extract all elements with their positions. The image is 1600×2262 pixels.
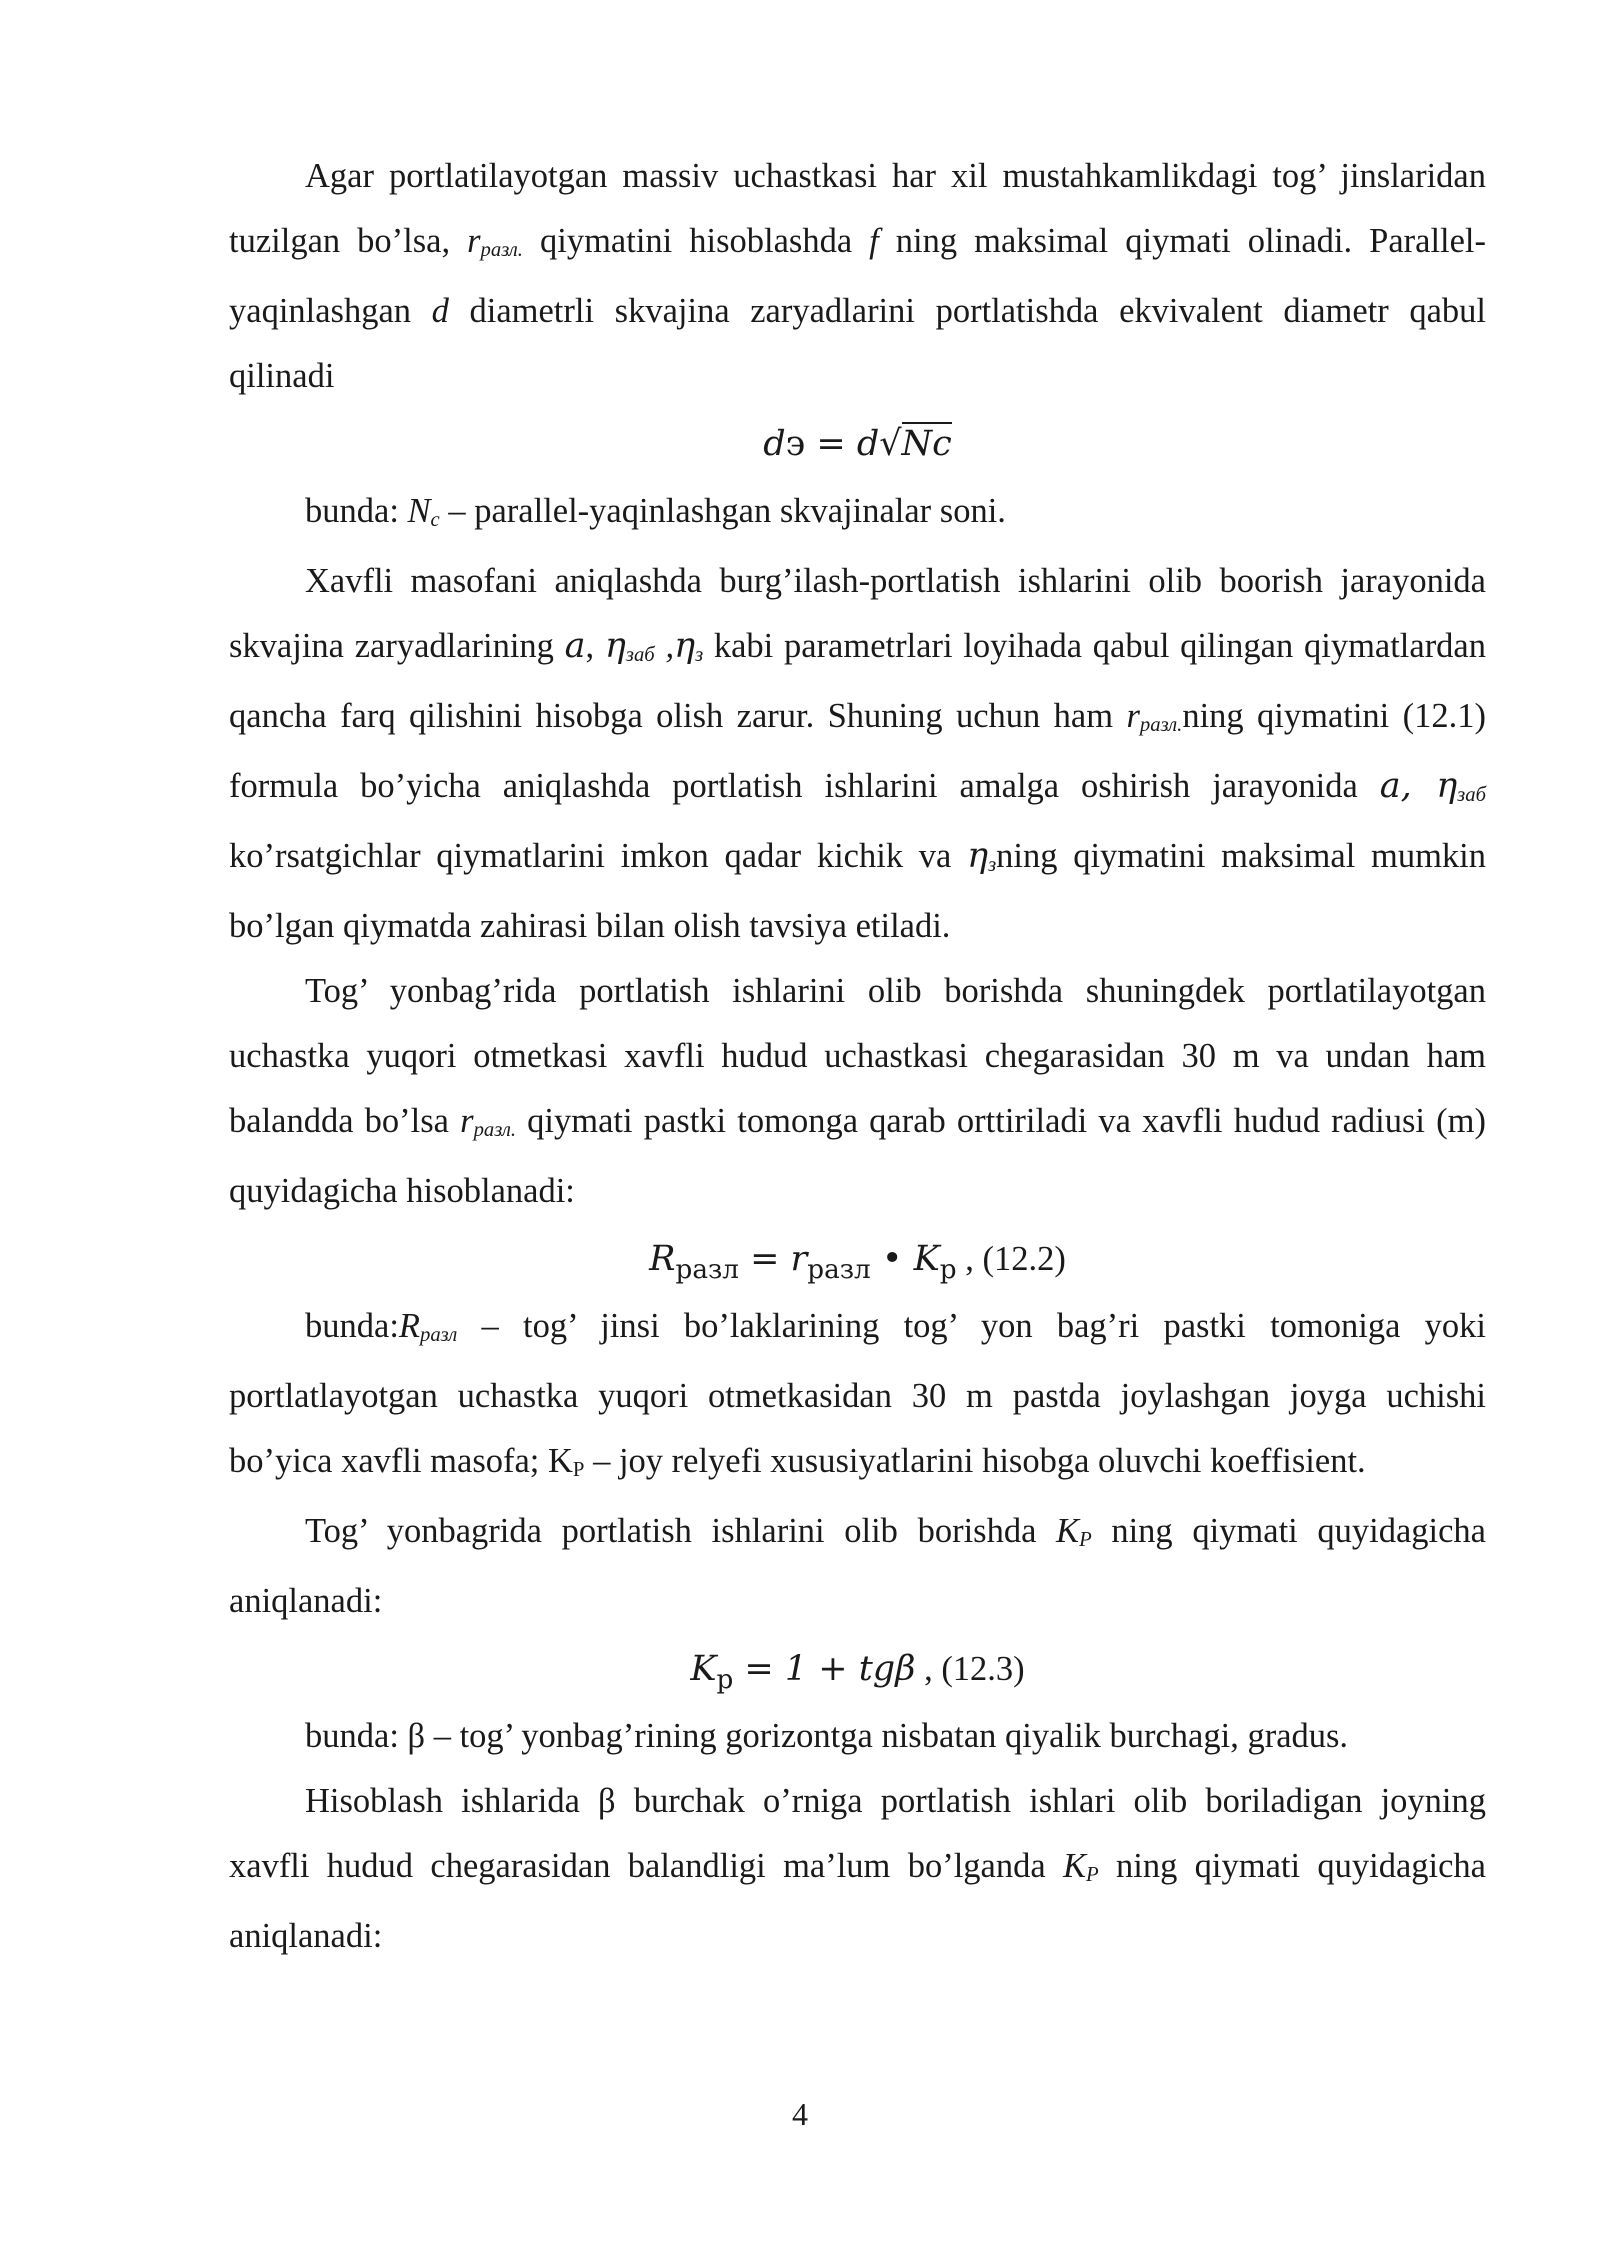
symbol-r: r <box>467 222 481 260</box>
text: Agar portlatilayotgan massiv uchastkasi har xil mustahkamlikdagi tog’ jinslaridan tuzilgan bo’lsa, <box>229 157 1486 260</box>
paragraph-3 <box>229 549 1486 959</box>
formula-var: d <box>856 424 880 464</box>
text: – tog’ jinsi bo’laklarining tog’ yon bag’ri pastki tomoniga yoki portlatlayotgan uchastka yuqori otmetkasidan 30 m pastda joylashgan joyga uchishi bo’yica xavfli masofa; K <box>229 1307 1486 1480</box>
subscript: P <box>1086 1864 1099 1886</box>
text: – joy relyefi xususiyatlarini hisobga oluvchi koeffisient. <box>584 1442 1366 1480</box>
text: ning qiymatini maksimal mumkin bo’lgan qiymatda zahirasi bilan olish tavsiya etiladi. <box>229 837 1486 945</box>
symbol-R: R <box>398 1307 420 1345</box>
subscript: P <box>1079 1529 1092 1551</box>
page-number: 4 <box>792 2096 808 2132</box>
subscript: c <box>430 509 440 531</box>
paragraph-8 <box>229 1769 1486 1969</box>
subscript: разл. <box>1139 714 1183 736</box>
text: Tog’ yonbagrida portlatish ishlarini olib borishda <box>305 1512 1057 1550</box>
paragraph-6 <box>229 1499 1486 1634</box>
text: ning qiymati quyidagicha aniqlanadi: <box>229 1512 1486 1620</box>
text: diametrli skvajina zaryadlarini portlatishda ekvivalent diametr qabul qilinadi <box>229 292 1486 395</box>
page-body <box>229 144 1486 1969</box>
symbol-r: r <box>1126 697 1140 735</box>
paragraph-1 <box>229 144 1486 409</box>
subscript: з <box>695 644 704 666</box>
text: ko’rsatgichlar qiymatlarini imkon qadar kichik va <box>229 837 968 875</box>
sqrt-symbol <box>879 409 952 479</box>
paragraph-2 <box>229 479 1486 549</box>
text: qiymatini hisoblashda <box>522 222 870 260</box>
text: ning maksimal qiymati olinadi. Parallel-yaqinlashgan <box>229 222 1487 330</box>
formula-operator: • <box>870 1239 914 1279</box>
subscript: P <box>572 1459 585 1481</box>
subscript: разл <box>419 1324 458 1346</box>
subscript: разл. <box>473 1119 517 1141</box>
formula-var: K <box>690 1649 717 1689</box>
text: Hisoblash ishlarida β burchak o’rniga portlatish ishlari olib boriladigan joyning xavfli hudud chegarasidan balandligi ma’lum bo’lganda <box>229 1782 1486 1885</box>
text: kabi parametrlari loyihada qabul qilingan qiymatlardan qancha farq qilishini hisobga olish zarur. Shuning uchun ham <box>229 627 1486 735</box>
formula-equivalent-diameter <box>229 409 1486 479</box>
subscript: з <box>988 854 997 876</box>
symbol-eta: η <box>967 836 989 876</box>
formula-sub: р <box>716 1665 734 1695</box>
symbol-n: N <box>407 492 431 530</box>
symbol-eta: η <box>674 626 696 666</box>
subscript: заб <box>625 644 655 666</box>
text: ning qiymati quyidagicha aniqlanadi: <box>229 1847 1486 1955</box>
symbol-K: K <box>1063 1847 1087 1885</box>
subscript: разл. <box>480 239 523 261</box>
formula-var: R <box>649 1239 676 1279</box>
text: bunda: β – tog’ yonbag’rining gorizontga nisbatan qiyalik burchagi, gradus. <box>305 1717 1349 1755</box>
text: – parallel-yaqinlashgan skvajinalar soni. <box>439 492 1006 530</box>
formula-rhs: = 1 + tgβ <box>733 1649 916 1689</box>
paragraph-7 <box>229 1704 1486 1769</box>
formula-var: d <box>763 424 786 464</box>
symbol-d: d <box>431 292 449 330</box>
text: Tog’ yonbag’rida portlatish ishlarini olib borishda shuningdek portlatilayotgan uchastka yuqori otmetkasi xavfli hudud uchastkasi chegarasidan 30 m va undan ham balandda bo’lsa <box>229 972 1486 1140</box>
text: bunda: <box>305 1307 399 1345</box>
paragraph-4 <box>229 959 1486 1224</box>
equation-number: , (12.3) <box>915 1650 1025 1688</box>
text: ning qiymatini (12.1) formula bo’yicha aniqlashda portlatish ishlarini amalga oshirish jarayonida <box>229 697 1486 805</box>
formula-12-3 <box>229 1634 1486 1704</box>
text: , <box>654 627 675 665</box>
equation-number: , (12.2) <box>956 1240 1066 1278</box>
text: Xavfli masofani aniqlashda burg’ilash-portlatish ishlarini olib boorish jarayonida skvajina zaryadlarining <box>229 562 1486 665</box>
text: qiymati pastki tomonga qarab orttiriladi va xavfli hudud radiusi (m) quyidagicha hisoblanadi: <box>229 1102 1486 1210</box>
formula-sub: р <box>939 1255 957 1285</box>
radical-sign: √ <box>879 424 902 464</box>
symbol-a: a, <box>1379 766 1437 806</box>
text: bunda: <box>305 492 408 530</box>
symbol-eta: η <box>1436 766 1458 806</box>
formula-12-2 <box>229 1224 1486 1294</box>
formula-sub: разл <box>807 1255 871 1285</box>
formula-operator: = <box>738 1239 791 1279</box>
radicand: Nc <box>901 424 952 464</box>
formula-operator: = <box>805 424 857 464</box>
formula-sub: разл <box>675 1255 739 1285</box>
subscript: заб <box>1457 784 1486 806</box>
formula-var: r <box>790 1239 808 1279</box>
formula-var: K <box>913 1239 940 1279</box>
paragraph-5 <box>229 1294 1486 1499</box>
symbol-K: K <box>1056 1512 1080 1550</box>
symbol-eta: η <box>604 626 626 666</box>
text: , <box>585 627 605 665</box>
formula-sub: э <box>785 424 806 464</box>
symbol-r: r <box>460 1102 474 1140</box>
symbol-a: a <box>564 626 586 666</box>
symbol-f: f <box>869 222 879 260</box>
